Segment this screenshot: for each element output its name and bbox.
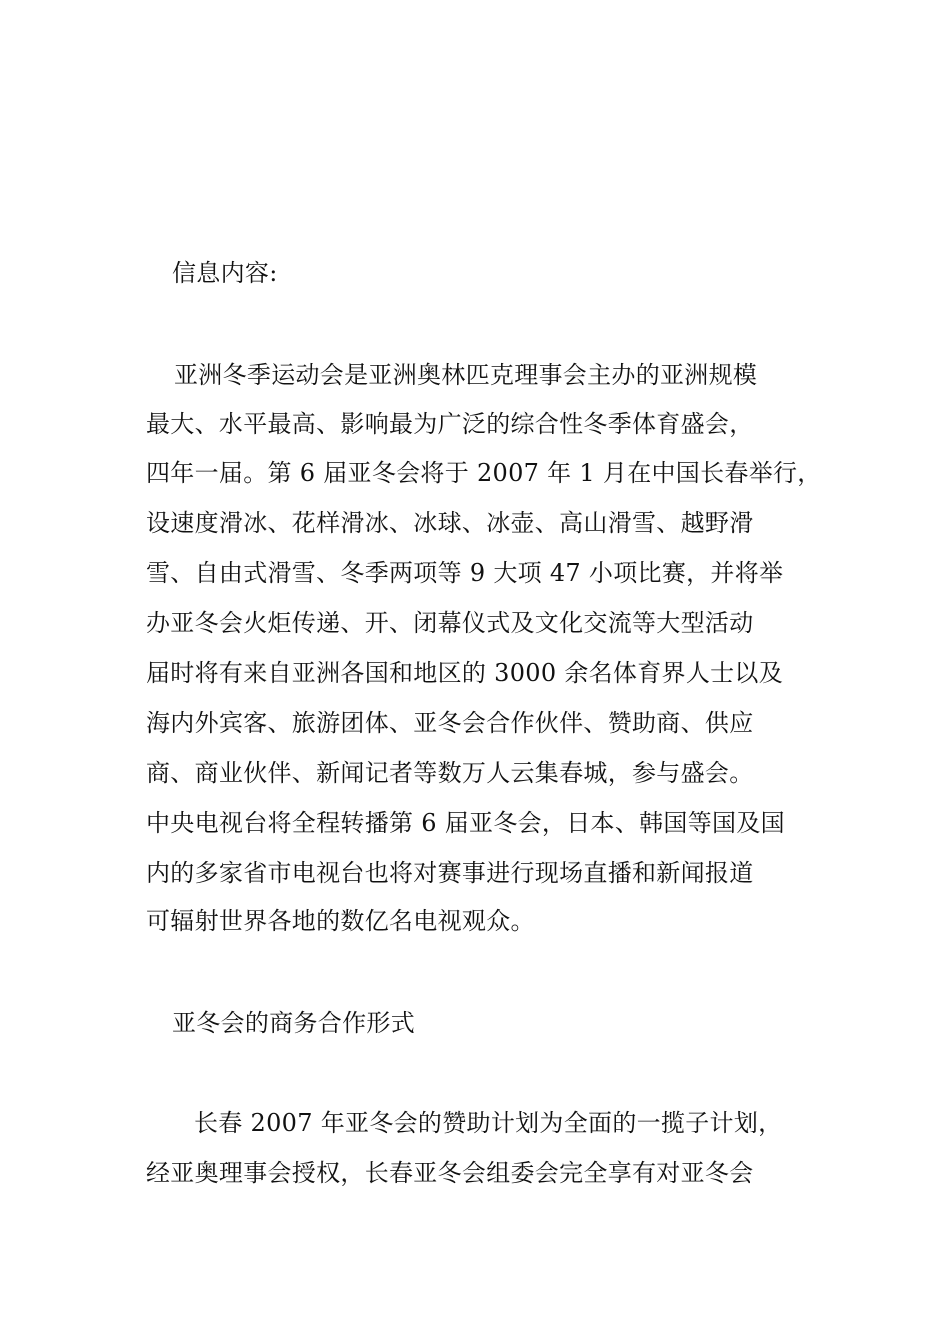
paragraph-1-line-4: 设速度滑冰、花样滑冰、冰球、冰壶、高山滑雪、越野滑	[146, 509, 754, 537]
paragraph-1-line-2: 最大、水平最高、影响最为广泛的综合性冬季体育盛会，	[146, 410, 754, 438]
info-heading: 信息内容:	[172, 259, 278, 287]
paragraph-1-line-9: 商、商业伙伴、新闻记者等数万人云集春城，参与盛会。	[146, 759, 754, 787]
paragraph-1-line-12: 可辐射世界各地的数亿名电视观众。	[146, 907, 535, 935]
paragraph-1-line-1: 亚洲冬季运动会是亚洲奥林匹克理事会主办的亚洲规模	[174, 361, 758, 389]
paragraph-1-line-8: 海内外宾客、旅游团体、亚冬会合作伙伴、赞助商、供应	[146, 709, 754, 737]
paragraph-1-line-7: 届时将有来自亚洲各国和地区的 3000 余名体育界人士以及	[146, 659, 784, 687]
paragraph-1-line-6: 办亚冬会火炬传递、开、闭幕仪式及文化交流等大型活动	[146, 609, 754, 637]
paragraph-2-line-1: 长春 2007 年亚冬会的赞助计划为全面的一揽子计划，	[194, 1109, 783, 1137]
paragraph-1-line-3: 四年一届。第 6 届亚冬会将于 2007 年 1 月在中国长春举行，	[146, 459, 822, 487]
paragraph-2-line-2: 经亚奥理事会授权，长春亚冬会组委会完全享有对亚冬会	[146, 1159, 754, 1187]
paragraph-1-line-10: 中央电视台将全程转播第 6 届亚冬会，日本、韩国等国及国	[146, 809, 785, 837]
paragraph-1-line-5: 雪、自由式滑雪、冬季两项等 9 大项 47 小项比赛，并将举	[146, 559, 784, 587]
section-heading: 亚冬会的商务合作形式	[172, 1009, 415, 1037]
paragraph-1-line-11: 内的多家省市电视台也将对赛事进行现场直播和新闻报道	[146, 859, 754, 887]
